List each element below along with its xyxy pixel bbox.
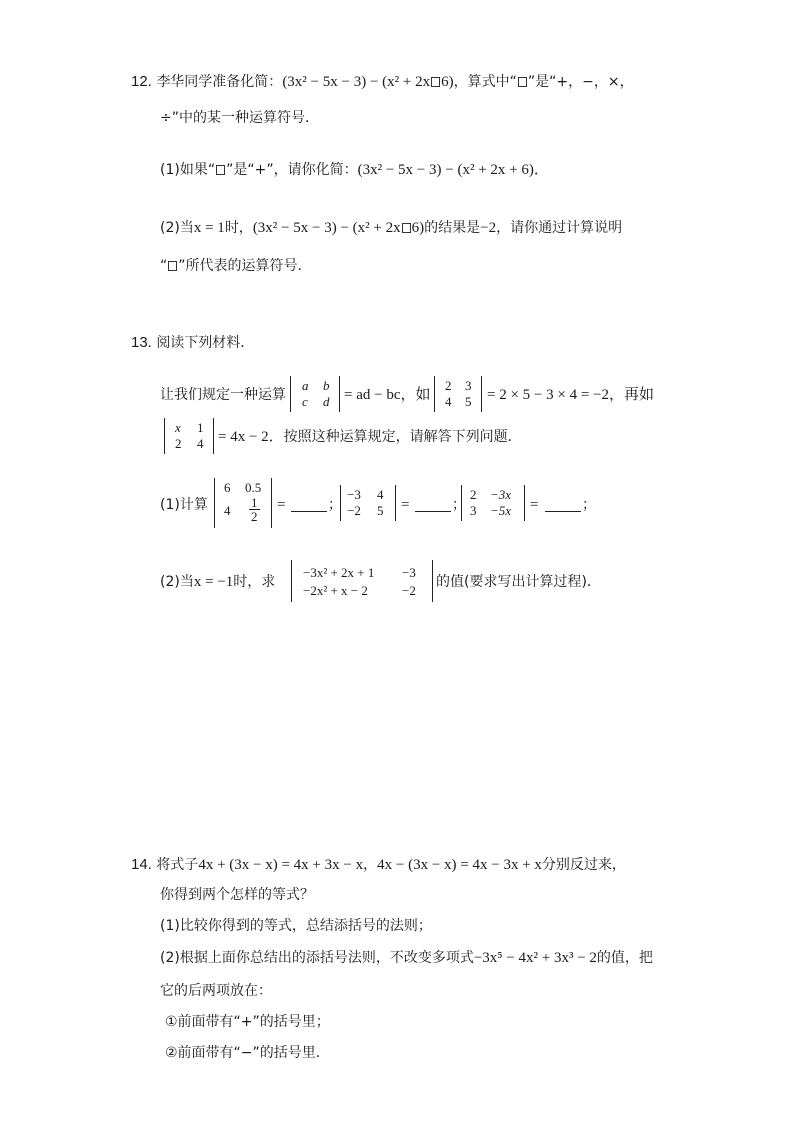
q14-part1: (1)比较你得到的等式，总结添括号的法则； bbox=[160, 918, 432, 934]
answer-blank-1[interactable] bbox=[291, 511, 327, 512]
det-cell: −3x bbox=[490, 487, 512, 502]
q12-mid2: ”是“+，−，×， bbox=[527, 74, 634, 90]
det-cell: −5x bbox=[490, 503, 512, 518]
q13-def-rhs: = ad − bc，如 bbox=[344, 387, 431, 403]
q12-part2-val: −2 bbox=[480, 220, 497, 236]
q13-part2-text2: 时，求 bbox=[233, 574, 276, 590]
fraction-numerator: 1 bbox=[251, 495, 258, 510]
q13-part2-lead bbox=[160, 572, 275, 592]
answer-blank-2[interactable] bbox=[415, 511, 451, 512]
q14-item1: ①前面带有“+”的括号里； bbox=[165, 1014, 330, 1030]
q12-mid: ，算式中“ bbox=[453, 74, 517, 90]
det-cell: −2x² + x − 2 bbox=[303, 583, 368, 598]
q13-ex1-rhs: = 2 × 5 − 3 × 4 = −2，再如 bbox=[487, 387, 655, 403]
q14-line1 bbox=[131, 855, 626, 875]
q14-lead: 将式子 bbox=[156, 857, 199, 873]
q13-eq: = bbox=[277, 497, 286, 513]
q13-title: 阅读下列材料． bbox=[156, 335, 255, 351]
det-cell: d bbox=[323, 394, 330, 409]
q14-line4: 它的后两项放在： bbox=[160, 983, 272, 999]
det-cell: 0.5 bbox=[245, 480, 262, 495]
q14-line2: 你得到两个怎样的等式？ bbox=[160, 887, 314, 903]
q13-part2-text: 当 bbox=[179, 574, 194, 590]
part1-determinant-1 bbox=[214, 478, 272, 528]
q12-part2-line2a: “ bbox=[160, 258, 168, 274]
q12-part2-text4: ，请你通过计算说明 bbox=[496, 220, 623, 236]
det-cell: 3 bbox=[465, 378, 472, 393]
q14-expr2: 4x − (3x − x) = 4x − 3x + x bbox=[377, 857, 542, 873]
q12-part2-cond: x = 1 bbox=[193, 220, 225, 236]
q12-expr-a: (3x² − 5x − 3) − (x² + 2x bbox=[282, 74, 431, 90]
det-cell: 4 bbox=[377, 487, 384, 502]
det-cell: −2 bbox=[402, 583, 416, 598]
det-cell: a bbox=[302, 378, 309, 393]
det-cell: 4 bbox=[445, 394, 452, 409]
q12-expr-b: 6) bbox=[441, 74, 454, 90]
example1-determinant bbox=[434, 376, 482, 412]
det-cell: 4 bbox=[224, 503, 231, 518]
det-cell: 2 bbox=[445, 378, 452, 393]
q13-number: 13. bbox=[131, 334, 152, 351]
q14-part2a: (2)根据上面你总结出的添括号法则，不改变多项式 bbox=[160, 950, 474, 966]
q12-part2-line2b: ”所代表的运算符号． bbox=[178, 258, 312, 274]
q12-part2-text2: 时， bbox=[224, 220, 253, 236]
q13-ex2-rhs: = 4x − 2． bbox=[218, 429, 284, 445]
operator-box-icon bbox=[216, 165, 225, 175]
q14-expr1: 4x + (3x − x) = 4x + 3x − x bbox=[198, 857, 364, 873]
q12-part1-expr: (3x² − 5x − 3) − (x² + 2x + 6)． bbox=[357, 162, 549, 178]
q13-part2-num: (2) bbox=[160, 574, 180, 590]
part1-determinant-2 bbox=[340, 485, 396, 521]
q12-part2-label: (2) bbox=[160, 220, 180, 236]
q13-eq: = bbox=[530, 497, 539, 513]
q13-part1-label bbox=[160, 495, 208, 515]
q12-part1-label: (1) bbox=[160, 162, 180, 178]
det-cell: 3 bbox=[470, 503, 477, 518]
q13-part2-cond: x = −1 bbox=[193, 574, 234, 590]
det-cell: −3 bbox=[347, 487, 361, 502]
fraction-one-half bbox=[249, 496, 260, 523]
q14-item2: ②前面带有“−”的括号里． bbox=[165, 1045, 330, 1061]
q13-ex2-line bbox=[218, 427, 522, 447]
q12-part2-text3: 的结果是 bbox=[424, 220, 481, 236]
q13-intro: 让我们规定一种运算 bbox=[160, 387, 286, 403]
q12-part2-text: 当 bbox=[179, 220, 194, 236]
q14-part2b: 的值，把 bbox=[596, 950, 653, 966]
part2-determinant bbox=[291, 560, 433, 602]
example2-determinant bbox=[164, 418, 214, 454]
det-cell: 6 bbox=[224, 480, 231, 495]
q12-line1 bbox=[131, 72, 634, 92]
part1-determinant-3 bbox=[461, 485, 525, 521]
fraction-denominator: 2 bbox=[251, 509, 258, 524]
q13-part1-num: (1) bbox=[160, 497, 180, 513]
det-cell: −3x² + 2x + 1 bbox=[303, 565, 375, 580]
det-cell: c bbox=[302, 394, 308, 409]
q13-sep: ； bbox=[328, 497, 342, 513]
q13-eq: = bbox=[401, 497, 410, 513]
operator-box-icon bbox=[518, 77, 527, 87]
q12-part2-expr-a: (3x² − 5x − 3) − (x² + 2x bbox=[252, 220, 401, 236]
q14-part2-expr: −3x⁵ − 4x² + 3x³ − 2 bbox=[473, 950, 597, 966]
q14-tail: 分别反过来， bbox=[541, 857, 626, 873]
q13-sep: ； bbox=[452, 497, 466, 513]
q12-part2-line2 bbox=[160, 256, 312, 276]
det-cell: −2 bbox=[347, 503, 361, 518]
q12-part1-text2: ”是“+”，请你化简： bbox=[226, 162, 358, 178]
q13-part1-text: 计算 bbox=[179, 497, 208, 513]
det-cell: 2 bbox=[470, 487, 477, 502]
operator-box-icon bbox=[431, 77, 440, 87]
det-cell: 2 bbox=[175, 436, 182, 451]
q13-title-line bbox=[131, 333, 254, 353]
q12-line2: ÷”中的某一种运算符号． bbox=[160, 110, 319, 126]
q14-number: 14. bbox=[131, 856, 152, 873]
det-cell: −3 bbox=[402, 565, 416, 580]
det-cell: 5 bbox=[465, 394, 472, 409]
q12-lead: 李华同学准备化简： bbox=[156, 74, 283, 90]
q12-part2 bbox=[160, 218, 622, 238]
det-cell: 4 bbox=[197, 436, 204, 451]
q14-part2 bbox=[160, 948, 653, 968]
operator-box-icon bbox=[168, 261, 177, 271]
q13-part2-text3: 的值(要求写出计算过程)． bbox=[436, 574, 601, 590]
det-cell: b bbox=[323, 378, 330, 393]
q12-part1 bbox=[160, 160, 549, 180]
q13-ex2-text: 按照这种运算规定，请解答下列问题． bbox=[283, 429, 522, 445]
def-determinant bbox=[290, 376, 340, 412]
operator-box-icon bbox=[402, 223, 411, 233]
det-cell: x bbox=[175, 420, 181, 435]
q14-comma: ， bbox=[363, 857, 378, 873]
det-cell: 1 bbox=[197, 420, 204, 435]
q12-part2-expr-b: 6) bbox=[411, 220, 425, 236]
q12-part1-text: 如果“ bbox=[179, 162, 216, 178]
q13-sep: ； bbox=[582, 497, 596, 513]
answer-blank-3[interactable] bbox=[545, 511, 581, 512]
q12-number: 12. bbox=[131, 73, 152, 90]
det-cell: 5 bbox=[377, 503, 384, 518]
